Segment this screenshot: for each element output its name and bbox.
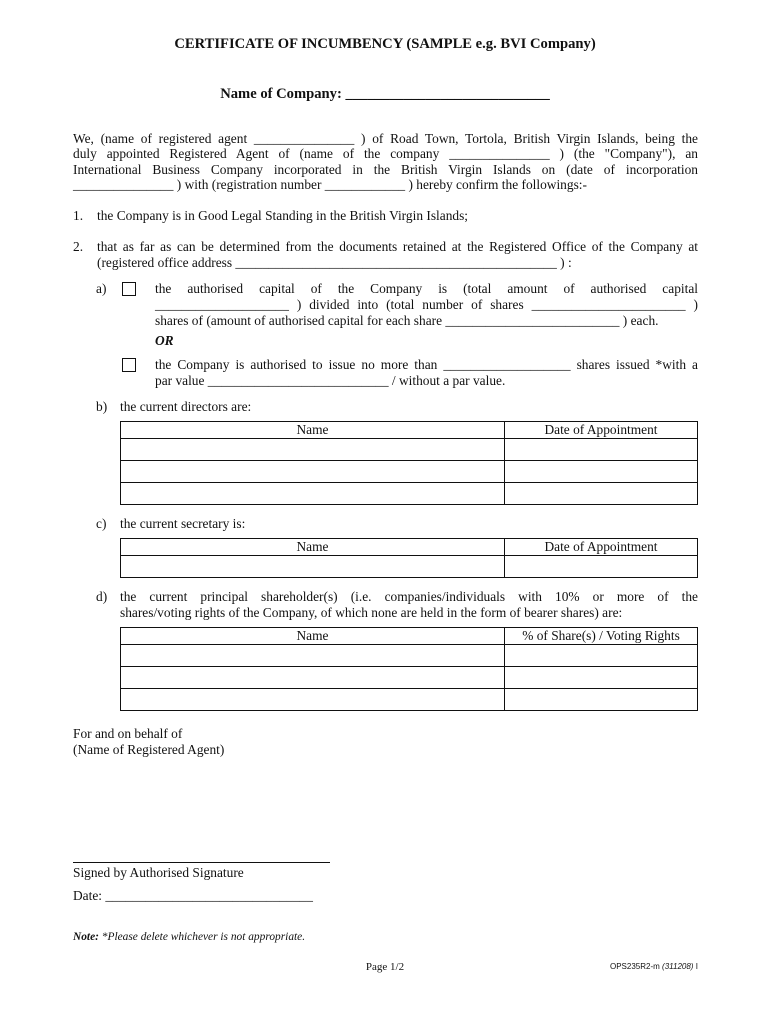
table-header: Name — [121, 422, 505, 439]
date-cell[interactable] — [505, 439, 698, 461]
sub-b-label: b) — [96, 399, 108, 414]
note — [73, 931, 305, 943]
signature-line[interactable] — [73, 862, 330, 863]
form-code-id: OPS235R2-m — [610, 962, 660, 971]
behalf-line: (Name of Registered Agent) — [73, 742, 225, 757]
sub-d-line: shares/voting rights of the Company, of which none are held in the form of bearer shares) are: — [120, 605, 623, 620]
note-text: *Please delete whichever is not appropriate. — [98, 931, 306, 943]
option-1-text — [155, 281, 698, 297]
option-1-text — [155, 297, 698, 313]
page-number: Page 1/2 — [365, 961, 405, 973]
table-row[interactable] — [121, 439, 698, 461]
intro-line: duly appointed Registered Agent of (name of the company _______________ ) (the "Company"), an — [73, 146, 698, 162]
option-2-text — [155, 357, 698, 373]
table-header: Name — [121, 628, 505, 645]
form-code-date: (311208) — [662, 962, 694, 971]
signed-label: Signed by Authorised Signature — [73, 865, 244, 880]
or-separator: OR — [155, 333, 174, 348]
secretary-table — [120, 538, 698, 578]
registered-office-address-field[interactable]: (registered office address ________________________________________________ ) : — [97, 255, 572, 270]
option-2-line: the Company is authorised to issue no more than ___________________ shares issued *with a — [155, 357, 698, 372]
date-field[interactable]: Date: _______________________________ — [73, 888, 313, 903]
option-1-line: the authorised capital of the Company is (total amount of authorised capital — [155, 281, 698, 296]
name-cell[interactable] — [121, 689, 505, 711]
name-cell[interactable] — [121, 483, 505, 505]
shareholders-table — [120, 627, 698, 711]
table-header: % of Share(s) / Voting Rights — [505, 628, 698, 645]
table-row[interactable] — [121, 645, 698, 667]
item-1-number: 1. — [73, 208, 84, 223]
share-cell[interactable] — [505, 667, 698, 689]
date-cell[interactable] — [505, 483, 698, 505]
intro-line: International Business Company incorporated in the British Virgin Islands on (date of incorporation — [73, 161, 698, 177]
table-header: Date of Appointment — [505, 539, 698, 556]
share-cell[interactable] — [505, 689, 698, 711]
item-2-line-1 — [97, 239, 698, 255]
option-1-line: shares of (amount of authorised capital for each share __________________________ ) each. — [155, 313, 659, 328]
item-1-text: the Company is in Good Legal Standing in the British Virgin Islands; — [97, 208, 469, 223]
date-cell[interactable] — [505, 556, 698, 578]
option-2-line: par value ___________________________ / without a par value. — [155, 373, 506, 388]
sub-d-label: d) — [96, 589, 108, 604]
table-row[interactable] — [121, 689, 698, 711]
sub-c-label: c) — [96, 516, 107, 531]
option-2-checkbox[interactable] — [122, 358, 136, 372]
intro-paragraph — [73, 131, 698, 193]
table-row[interactable] — [121, 461, 698, 483]
intro-line: _______________ ) with (registration number ____________ ) hereby confirm the followings:- — [73, 177, 587, 193]
sub-c-text: the current secretary is: — [120, 516, 246, 531]
name-cell[interactable] — [121, 461, 505, 483]
sub-a-label: a) — [96, 281, 107, 296]
company-name-field[interactable]: Name of Company: ____________________________ — [220, 86, 550, 102]
table-row[interactable] — [121, 483, 698, 505]
form-code-suffix: I — [693, 962, 698, 971]
option-1-line: ____________________ ) divided into (total number of shares _______________________ ) — [155, 297, 698, 312]
item-2-number: 2. — [73, 239, 84, 254]
directors-table — [120, 421, 698, 505]
option-1-checkbox[interactable] — [122, 282, 136, 296]
note-label: Note: — [73, 931, 99, 943]
name-cell[interactable] — [121, 645, 505, 667]
behalf-line: For and on behalf of — [73, 726, 183, 741]
name-cell[interactable] — [121, 556, 505, 578]
document-title: CERTIFICATE OF INCUMBENCY (SAMPLE e.g. BVI Company) — [174, 36, 596, 52]
table-row[interactable] — [121, 556, 698, 578]
sub-d-text — [120, 589, 698, 605]
name-cell[interactable] — [121, 667, 505, 689]
table-header: Name — [121, 539, 505, 556]
intro-line: We, (name of registered agent _______________ ) of Road Town, Tortola, British Virgin Islands, being the — [73, 131, 698, 146]
sub-b-text: the current directors are: — [120, 399, 252, 414]
table-row[interactable] — [121, 667, 698, 689]
share-cell[interactable] — [505, 645, 698, 667]
sub-d-line: the current principal shareholder(s) (i.e. companies/individuals with 10% or more of the — [120, 589, 698, 604]
form-code — [610, 962, 698, 971]
date-cell[interactable] — [505, 461, 698, 483]
name-cell[interactable] — [121, 439, 505, 461]
item-2-text: that as far as can be determined from the documents retained at the Registered Office of the Company at — [97, 239, 698, 254]
table-header: Date of Appointment — [505, 422, 698, 439]
